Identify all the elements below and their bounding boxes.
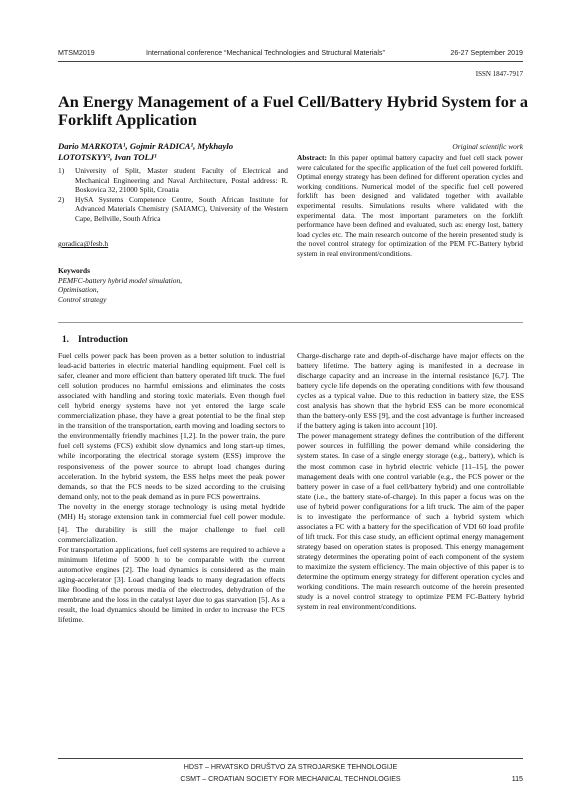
- authors: Dario MARKOTA¹, Gojmir RADICA¹, Mykhaylo LOTOTSKYY², Ivan TOLJ¹: [58, 141, 234, 162]
- keyword-item: PEMFC-battery hybrid model simulation,: [58, 275, 182, 285]
- header-conference-name: International conference “Mechanical Technologies and Structural Materials”: [146, 49, 385, 57]
- section-divider: [58, 322, 523, 323]
- body-text: The novelty in the energy storage technology is using metal hydride (MH) H: [58, 501, 285, 521]
- section-number: 1.: [62, 334, 69, 344]
- footer-society-hr: HDST – HRVATSKO DRUŠTVO ZA STROJARSKE TEHNOLOGIJE: [183, 763, 398, 771]
- paper-title: An Energy Management of a Fuel Cell/Battery Hybrid System for a Forklift Application: [58, 92, 528, 129]
- body-text: storage extension tank in commercial fuel cell power module. [4]. The durability is still the major challenge to fuel cell commercialization.: [58, 511, 285, 544]
- affiliation-number: 2): [58, 194, 65, 204]
- footer-society-en: CSMT – CROATIAN SOCIETY FOR MECHANICAL TECHNOLOGIES: [180, 775, 401, 783]
- body-paragraph: Charge-discharge rate and depth-of-discharge have major effects on the battery lifetime. The battery aging is manifested in a decrease in discharge capacity and an increase in the internal resistance [6,7]. The battery cycle life depends on the operating conditions with few thousand cycles as a typical value. Due to this reduction in battery size, the ESS cost analysis has shown that the hybrid ESS can be more economical than the battery-only ESS [9], and the cost advantage is further increased if the battery aging is taken into account [10].: [297, 351, 524, 431]
- abstract-text: In this paper optimal battery capacity and fuel cell stack power were calculated for the specific application of the fuel cell powered forklift. Optimal energy strategy has been defined for different operation cycles and working conditions. Numerical model of the specific fuel cell powered forklift has been designed and validated together with available experimental results. Simulations results where validated with the experimental data. The most important parameters on the forklift performance have been defined and evaluated, such as: energy lost, battery load cycles etc. The main research outcome of the herein presented study is the novel control strategy for optimization of the PEM FC-Battery hybrid system in real environment/conditions.: [297, 153, 523, 258]
- body-paragraph: The power management strategy defines the contribution of the different power sources in fulfilling the power demand while considering the system states. In case of a single energy storage (e.g., battery), which is the most common case in hybrid electric vehicle [11–15], the power management deals with one control variable (e.g., the FCS power or the battery power in case of a fuel cell/battery hybrid) and one controllable state (i.e., the battery state-of-charge). In this paper a focus was on the use of hybrid power configurations for a lift truck. The aim of the paper is to investigate the performance of such a hybrid system which associates a FC with a battery for the specification of VDI 60 load profile of lift truck. For this case study, an efficient optimal energy management strategy based on operation states is proposed. This energy management strategy determines the operating point of each component of the system to maximize the system efficiency. The main objective of this paper is to determine the optimum energy strategy for different operation cycles and working conditions. The main research outcome of the herein presented study is a novel control strategy to optimize PEM FC-Battery hybrid system in real environment/conditions.: [297, 431, 524, 612]
- abstract-label: Abstract:: [297, 153, 327, 162]
- running-header: [58, 49, 523, 59]
- issn: ISSN 1847-7917: [475, 70, 523, 78]
- corresponding-email-link[interactable]: goradica@fesb.h: [58, 239, 109, 248]
- section-title: Introduction: [78, 334, 128, 344]
- article-type: Original scientific work: [452, 142, 523, 151]
- affiliation-item: [58, 166, 288, 195]
- body-column-left: [58, 351, 285, 625]
- affiliation-text: University of Split, Master student Faculty of Electrical and Mechanical Engineering and Naval Architecture, Postal address: R. Boskovica 32, 21000 Split, Croatia: [75, 166, 288, 194]
- footer-rule: [58, 758, 523, 759]
- body-paragraph: Fuel cells power pack has been proven as a better solution to industrial lead-acid batteries in electric material handling equipment. Fuel cell is safer, cleaner and more efficient than battery operated lift truck. The fuel cell solution produces no harmful emissions and eliminates the costs associated with handling and storing toxic materials. Even though fuel cell hybrid energy systems have not yet entered the large scale commercialization phase, they have a great potential to be the final step in the transition of the transportation, earth moving and loading sectors to the environmentally friendly machines [1,2]. In the power train, the pure fuel cell systems (FCS) exhibit slow dynamics and long start-up times, while incorporating the electrical storage system (ESS) improve the responsiveness of the power source to abrupt load changes during acceleration. In the hybrid system, the ESS helps meet the peak power demands, so that the FCS needs to be sized according to the cruising demand only, not to the peak demand as in pure FCS powertrains.: [58, 351, 285, 501]
- affiliation-text: HySA Systems Competence Centre, South African Institute for Advanced Materials Chemistry (SAIAMC), University of the Western Cape, Bellville, South Africa: [75, 194, 288, 223]
- affiliation-number: 1): [58, 166, 65, 175]
- page-number: 115: [511, 775, 523, 783]
- body-paragraph: For transportation applications, fuel cell systems are required to achieve a minimum lifetime of 5000 h to be comparable with the current automotive engines [2]. The load dynamics is considered as the main aging-accelerator [3]. Load changing leads to many degradation effects like flooding of the porous media of the electrodes, dehydration of the membrane and the loss in the catalyst layer due to gas starvation [5]. As a result, the load dynamics should be limited in order to increase the FCS lifetime.: [58, 544, 285, 625]
- keywords-block: [58, 266, 288, 304]
- header-dates: 26-27 September 2019: [450, 49, 523, 57]
- keywords-heading: Keywords: [58, 266, 91, 275]
- section-heading: [62, 334, 128, 344]
- body-column-right: [297, 351, 524, 612]
- header-rule: [58, 61, 523, 62]
- subscript: 2: [83, 516, 87, 522]
- header-conference-code: MTSM2019: [58, 49, 95, 57]
- affiliations: [58, 166, 288, 223]
- keyword-item: Optimisation,: [58, 285, 99, 294]
- keyword-item: Control strategy: [58, 294, 107, 304]
- body-paragraph: [58, 502, 285, 545]
- affiliation-item: [58, 195, 288, 224]
- abstract: [297, 153, 523, 259]
